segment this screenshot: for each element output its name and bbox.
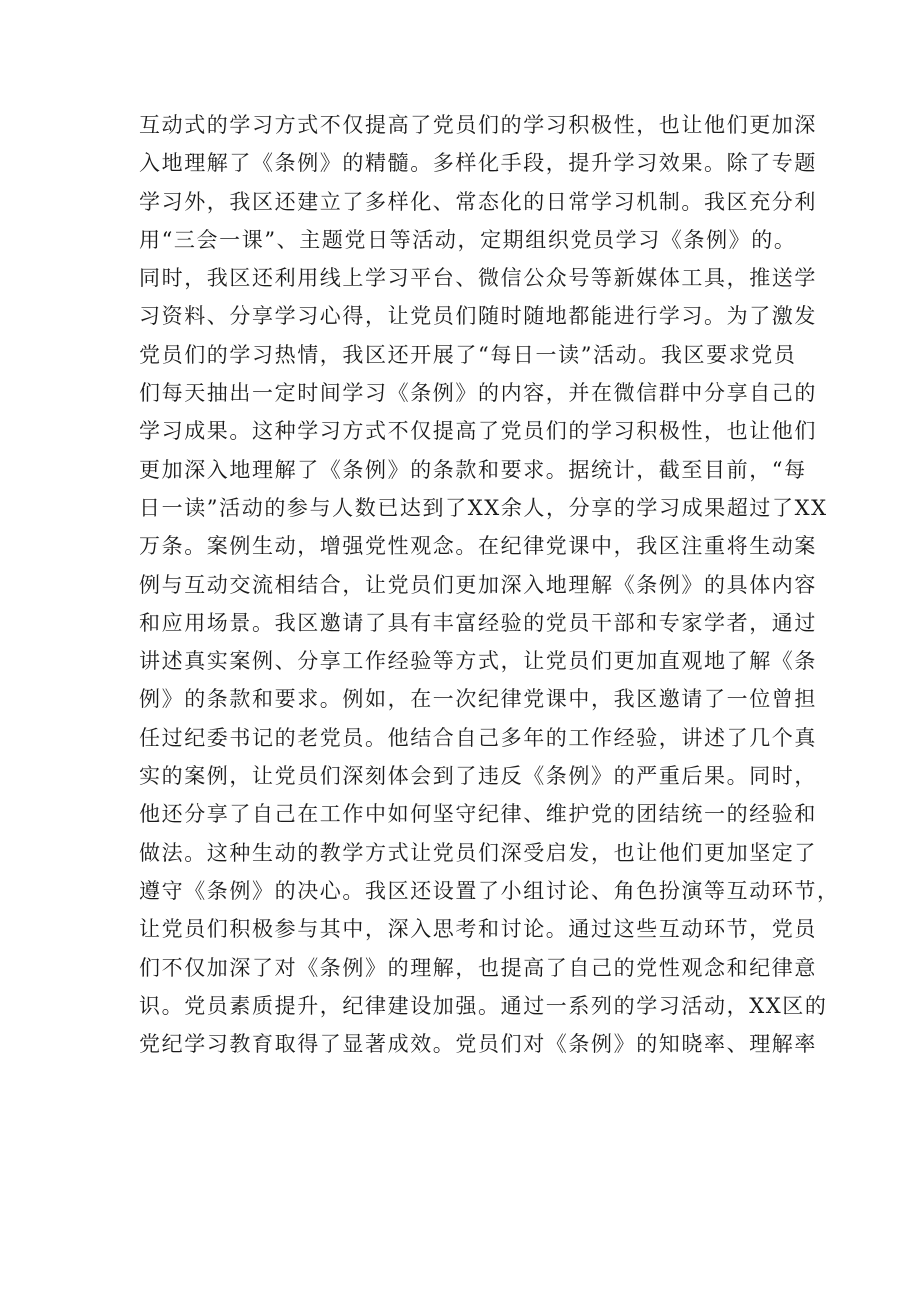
text-line: 们不仅加深了对《条例》的理解，也提高了自己的党性观念和纪律意 — [139, 955, 817, 980]
text-line: 识。党员素质提升，纪律建设加强。通过一系列的学习活动，XX区的 — [139, 993, 828, 1018]
body-text — [139, 106, 840, 1063]
text-line: 万条。案例生动，增强党性观念。在纪律党课中，我区注重将生动案 — [139, 534, 817, 559]
text-line: 做法。这种生动的教学方式让党员们深受启发，也让他们更加坚定了 — [139, 840, 817, 865]
text-line: 们每天抽出一定时间学习《条例》的内容，并在微信群中分享自己的 — [139, 381, 817, 406]
text-line: 习资料、分享学习心得，让党员们随时随地都能进行学习。为了激发 — [139, 304, 817, 329]
text-line: 入地理解了《条例》的精髓。多样化手段，提升学习效果。除了专题 — [139, 151, 817, 176]
text-line: 同时，我区还利用线上学习平台、微信公众号等新媒体工具，推送学 — [139, 266, 817, 291]
text-line: 任过纪委书记的老党员。他结合自己多年的工作经验，讲述了几个真 — [139, 725, 817, 750]
text-line: 例与互动交流相结合，让党员们更加深入地理解《条例》的具体内容 — [139, 572, 817, 597]
text-line: 遵守《条例》的决心。我区还设置了小组讨论、角色扮演等互动环节， — [139, 878, 840, 903]
text-line: 实的案例，让党员们深刻体会到了违反《条例》的严重后果。同时， — [139, 764, 817, 789]
text-line: 用“三会一课”、主题党日等活动，定期组织党员学习《条例》的。 — [139, 227, 797, 252]
text-line: 党纪学习教育取得了显著成效。党员们对《条例》的知晓率、理解率 — [139, 1032, 817, 1057]
text-line: 让党员们积极参与其中，深入思考和讨论。通过这些互动环节，党员 — [139, 917, 817, 942]
text-line: 例》的条款和要求。例如，在一次纪律党课中，我区邀请了一位曾担 — [139, 687, 817, 712]
text-line: 学习外，我区还建立了多样化、常态化的日常学习机制。我区充分利 — [139, 189, 817, 214]
text-line: 互动式的学习方式不仅提高了党员们的学习积极性，也让他们更加深 — [139, 113, 817, 137]
text-line: 他还分享了自己在工作中如何坚守纪律、维护党的团结统一的经验和 — [139, 802, 817, 827]
text-line: 党员们的学习热情，我区还开展了“每日一读”活动。我区要求党员 — [139, 342, 797, 367]
text-line: 讲述真实案例、分享工作经验等方式，让党员们更加直观地了解《条 — [139, 649, 817, 674]
text-line: 日一读”活动的参与人数已达到了XX余人，分享的学习成果超过了XX — [139, 495, 828, 520]
text-line: 和应用场景。我区邀请了具有丰富经验的党员干部和专家学者，通过 — [139, 610, 817, 635]
text-line: 学习成果。这种学习方式不仅提高了党员们的学习积极性，也让他们 — [139, 419, 817, 444]
text-line: 更加深入地理解了《条例》的条款和要求。据统计，截至目前，“每 — [139, 457, 807, 482]
